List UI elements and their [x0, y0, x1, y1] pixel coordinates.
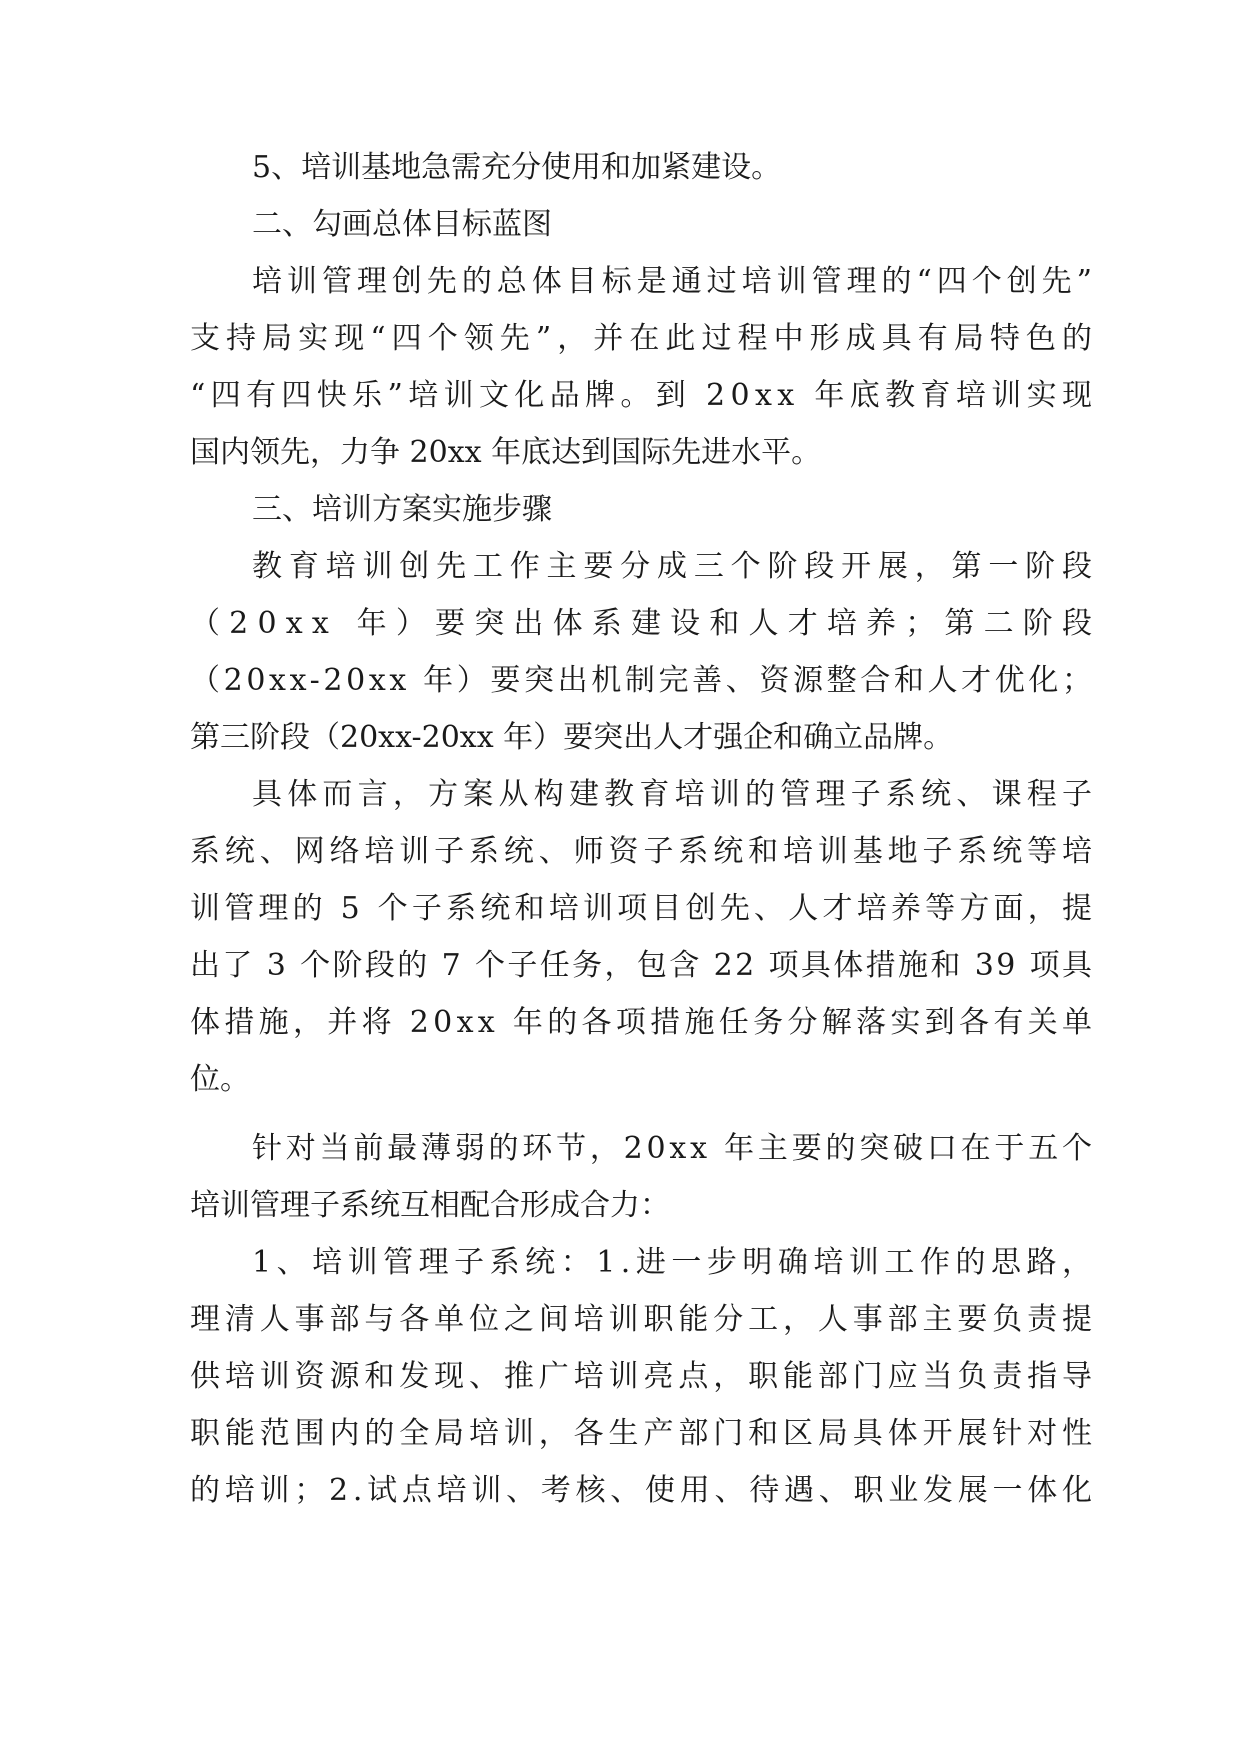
text-line: 支持局实现“四个领先”，并在此过程中形成具有局特色的 — [190, 321, 1099, 356]
text-line: 体措施，并将 20xx 年的各项措施任务分解落实到各有关单 — [190, 1005, 1097, 1040]
text-line: “四有四快乐”培训文化品牌。到 20xx 年底教育培训实现 — [190, 378, 1098, 413]
text-line: 5、培训基地急需充分使用和加紧建设。 — [252, 150, 782, 185]
text-line: 的培训；2.试点培训、考核、使用、待遇、职业发展一体化 — [190, 1473, 1097, 1508]
section-heading: 三、培训方案实施步骤 — [252, 492, 552, 527]
text-line: 国内领先，力争 20xx 年底达到国际先进水平。 — [190, 435, 822, 470]
text-line: 针对当前最薄弱的环节，20xx 年主要的突破口在于五个 — [252, 1131, 1096, 1166]
text-line: 职能范围内的全局培训，各生产部门和区局具体开展针对性 — [190, 1416, 1097, 1451]
text-line: 培训管理创先的总体目标是通过培训管理的“四个创先” — [252, 264, 1097, 299]
text-line: 1、培训管理子系统：1.进一步明确培训工作的思路， — [252, 1245, 1098, 1280]
text-line: 位。 — [190, 1062, 250, 1097]
text-line: 培训管理子系统互相配合形成合力： — [190, 1188, 670, 1223]
text-line: 教育培训创先工作主要分成三个阶段开展，第一阶段 — [252, 549, 1099, 584]
text-line: 系统、网络培训子系统、师资子系统和培训基地子系统等培 — [190, 834, 1097, 869]
text-line: 训管理的 5 个子系统和培训项目创先、人才培养等方面，提 — [190, 891, 1097, 926]
text-line: （20xx 年）要突出体系建设和人才培养；第二阶段 — [190, 606, 1102, 641]
text-line: 具体而言，方案从构建教育培训的管理子系统、课程子 — [252, 777, 1098, 812]
text-line: （20xx-20xx 年）要突出机制完善、资源整合和人才优化； — [190, 663, 1096, 698]
text-line: 出了 3 个阶段的 7 个子任务，包含 22 项具体措施和 39 项具 — [190, 948, 1095, 983]
section-heading: 二、勾画总体目标蓝图 — [252, 207, 552, 242]
text-line: 理清人事部与各单位之间培训职能分工，人事部主要负责提 — [190, 1302, 1097, 1337]
text-line: 供培训资源和发现、推广培训亮点，职能部门应当负责指导 — [190, 1359, 1097, 1394]
text-line: 第三阶段（20xx-20xx 年）要突出人才强企和确立品牌。 — [190, 720, 954, 755]
